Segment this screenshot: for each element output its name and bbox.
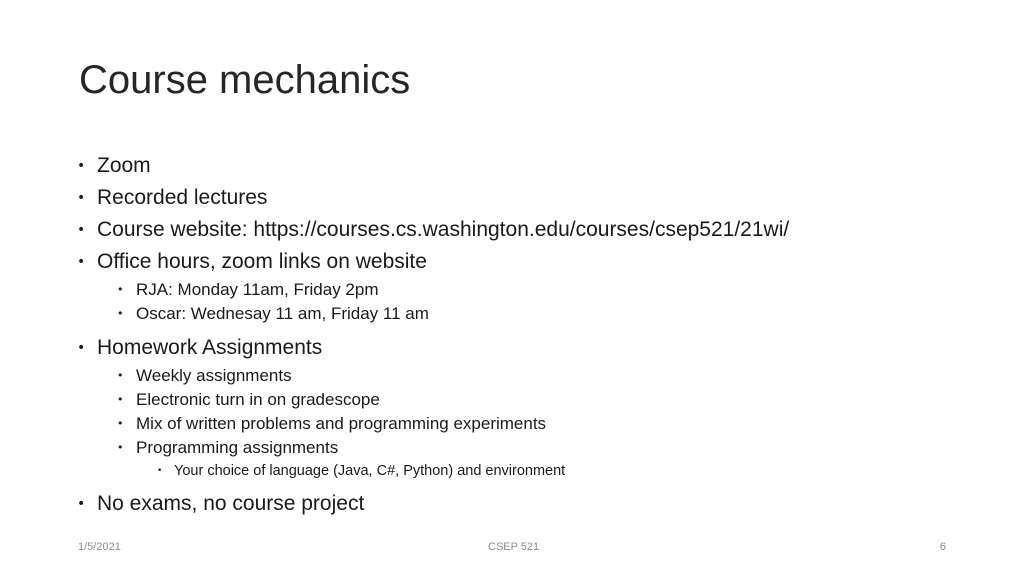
bullet-icon: • — [157, 466, 163, 476]
bullet-text: Mix of written problems and programming experiments — [136, 414, 547, 433]
bullet-text: Programming assignments — [136, 438, 339, 457]
bullet-text: RJA: Monday 11am, Friday 2pm — [136, 280, 379, 299]
bullet-item-no-exams — [70, 488, 970, 520]
bullet-icon: • — [77, 496, 86, 512]
bullet-text: No exams, no course project — [97, 492, 365, 515]
bullet-icon: • — [77, 190, 86, 206]
bullet-text: Course website: https://courses.cs.washington.edu/courses/csep521/21wi/ — [97, 218, 790, 241]
bullet-list — [70, 150, 970, 520]
bullet-icon: • — [117, 441, 124, 454]
slide-title: Course mechanics — [79, 58, 411, 102]
bullet-item-recorded-lectures — [70, 182, 970, 214]
footer-page-number: 6 — [939, 541, 946, 553]
bullet-icon: • — [117, 307, 124, 320]
bullet-icon: • — [77, 340, 86, 356]
bullet-item-zoom — [70, 150, 970, 182]
bullet-text: Your choice of language (Java, C#, Python) and environment — [174, 463, 566, 479]
bullet-icon: • — [117, 393, 124, 406]
sub-bullet-programming — [70, 436, 970, 460]
bullet-item-course-website — [70, 214, 970, 246]
bullet-icon: • — [117, 417, 124, 430]
bullet-text: Office hours, zoom links on website — [97, 250, 427, 273]
sub-bullet-oscar — [70, 302, 970, 326]
footer-date: 1/5/2021 — [78, 541, 121, 553]
bullet-text: Electronic turn in on gradescope — [136, 390, 380, 409]
bullet-text: Weekly assignments — [136, 366, 292, 385]
bullet-icon: • — [77, 254, 86, 270]
bullet-text: Zoom — [97, 154, 151, 177]
footer-course: CSEP 521 — [488, 541, 540, 553]
bullet-icon: • — [117, 369, 124, 382]
sub-bullet-gradescope — [70, 388, 970, 412]
bullet-icon: • — [117, 283, 124, 296]
bullet-text: Recorded lectures — [97, 186, 268, 209]
bullet-icon: • — [77, 158, 86, 174]
bullet-text: Oscar: Wednesay 11 am, Friday 11 am — [136, 304, 429, 323]
bullet-item-homework — [70, 332, 970, 364]
sub-sub-bullet-language — [70, 460, 970, 482]
sub-bullet-rja — [70, 278, 970, 302]
bullet-icon: • — [77, 222, 86, 238]
sub-bullet-mix — [70, 412, 970, 436]
bullet-text: Homework Assignments — [97, 336, 323, 359]
bullet-item-office-hours — [70, 246, 970, 278]
sub-bullet-weekly — [70, 364, 970, 388]
